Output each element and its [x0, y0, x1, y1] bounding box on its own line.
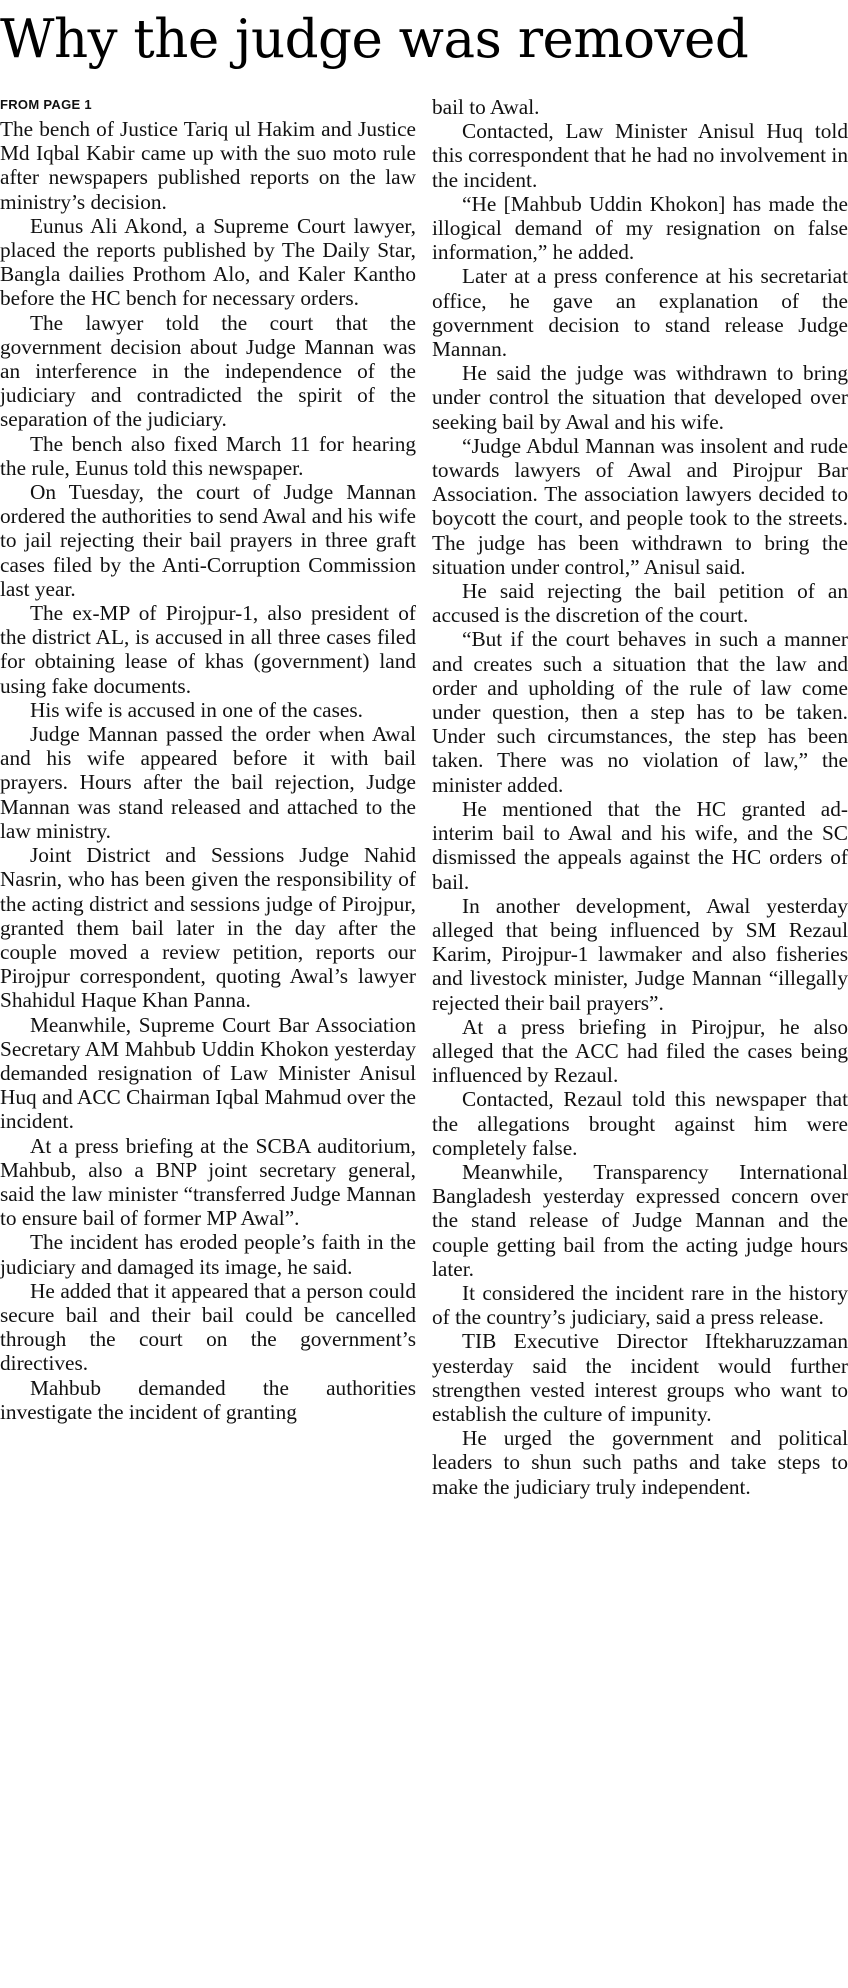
- article-paragraph: Later at a press conference at his secretariat office, he gave an explanation of the government decision to stand release Judge Mannan.: [432, 264, 848, 362]
- kicker: FROM PAGE 1: [0, 97, 92, 112]
- article-paragraph: “But if the court behaves in such a manner and creates such a situation that the law and order and upholding of the rule of law come under question, then a step has to be taken. Under such circumstances, the step has been taken. There was no violation of law,” the minister added.: [432, 627, 848, 797]
- article-paragraph: Meanwhile, Transparency International Bangladesh yesterday expressed concern over the stand release of Judge Mannan and the couple getting bail from the acting judge hours later.: [432, 1159, 848, 1281]
- article-paragraph: His wife is accused in one of the cases.: [30, 697, 363, 722]
- article-paragraph: He urged the government and political leaders to shun such paths and take steps to make the judiciary truly independent.: [432, 1426, 848, 1499]
- article-paragraph: He added that it appeared that a person could secure bail and their bail could be cancelled through the court on the government’s directives.: [0, 1278, 416, 1376]
- article-paragraph: It considered the incident rare in the history of the country’s judiciary, said a press release.: [432, 1280, 848, 1330]
- article-paragraph: The bench of Justice Tariq ul Hakim and Justice Md Iqbal Kabir came up with the suo moto rule after newspapers published reports on the law ministry’s decision.: [0, 117, 416, 214]
- article-paragraph: “Judge Abdul Mannan was insolent and rude towards lawyers of Awal and Pirojpur Bar Association. The association lawyers decided to boycott the court, and people took to the streets. The judge has been withdrawn to bring the situation under control,” Anisul said.: [432, 433, 848, 579]
- article-paragraph: TIB Executive Director Iftekharuzzaman yesterday said the incident would further strengthen vested interest groups who want to establish the culture of impunity.: [432, 1329, 848, 1426]
- headline: Why the judge was removed: [0, 9, 749, 70]
- article-paragraph: “He [Mahbub Uddin Khokon] has made the illogical demand of my resignation on false information,” he added.: [432, 191, 848, 265]
- article-paragraph: Meanwhile, Supreme Court Bar Association Secretary AM Mahbub Uddin Khokon yesterday demanded resignation of Law Minister Anisul Huq and ACC Chairman Iqbal Mahmud over the incident.: [0, 1012, 416, 1134]
- article-paragraph: The bench also fixed March 11 for hearing the rule, Eunus told this newspaper.: [0, 431, 416, 480]
- article-paragraph: He mentioned that the HC granted ad-interim bail to Awal and his wife, and the SC dismissed the appeals against the HC orders of bail.: [432, 796, 848, 894]
- article-paragraph: In another development, Awal yesterday alleged that being influenced by SM Rezaul Karim, Pirojpur-1 lawmaker and also fisheries and livestock minister, Judge Mannan “illegally rejected their bail prayers”.: [432, 893, 848, 1015]
- article-paragraph: Judge Mannan passed the order when Awal and his wife appeared before it with bail prayers. Hours after the bail rejection, Judge Mannan was stand released and attached to the law ministry.: [0, 722, 416, 843]
- article-paragraph: The lawyer told the court that the government decision about Judge Mannan was an interference in the independence of the judiciary and contradicted the spirit of the separation of the judiciary.: [0, 310, 416, 432]
- article-paragraph: At a press briefing in Pirojpur, he also alleged that the ACC had filed the cases being influenced by Rezaul.: [432, 1014, 848, 1088]
- article-paragraph: He said the judge was withdrawn to bring under control the situation that developed over seeking bail by Awal and his wife.: [432, 361, 848, 434]
- article-paragraph: Contacted, Rezaul told this newspaper that the allegations brought against him were completely false.: [432, 1087, 848, 1160]
- article-paragraph: He said rejecting the bail petition of an accused is the discretion of the court.: [432, 579, 848, 628]
- article-paragraph-continued: bail to Awal.: [432, 95, 540, 119]
- article-paragraph: Contacted, Law Minister Anisul Huq told this correspondent that he had no involvement in the incident.: [432, 119, 848, 192]
- article-paragraph: At a press briefing at the SCBA auditorium, Mahbub, also a BNP joint secretary general, said the law minister “transferred Judge Mannan to ensure bail of former MP Awal”.: [0, 1133, 416, 1231]
- article-paragraph: Eunus Ali Akond, a Supreme Court lawyer, placed the reports published by The Daily Star, Bangla dailies Prothom Alo, and Kaler Kantho before the HC bench for necessary orders.: [0, 213, 416, 311]
- article-paragraph: Joint District and Sessions Judge Nahid Nasrin, who has been given the responsibility of the acting district and sessions judge of Pirojpur, granted them bail later in the day after the couple moved a review petition, reports our Pirojpur correspondent, quoting Awal’s lawyer Shahidul Haque Khan Panna.: [0, 843, 416, 1013]
- article-paragraph: Mahbub demanded the authorities investigate the incident of granting: [0, 1375, 416, 1424]
- article-paragraph: On Tuesday, the court of Judge Mannan ordered the authorities to send Awal and his wife to jail rejecting their bail prayers in three graft cases filed by the Anti-Corruption Commission last year.: [0, 480, 416, 601]
- right-column: [432, 95, 848, 1499]
- left-column: [0, 95, 416, 1424]
- article-paragraph: The ex-MP of Pirojpur-1, also president of the district AL, is accused in all three cases filed for obtaining lease of khas (government) land using fake documents.: [0, 601, 416, 698]
- article-paragraph: The incident has eroded people’s faith in the judiciary and damaged its image, he said.: [0, 1230, 416, 1279]
